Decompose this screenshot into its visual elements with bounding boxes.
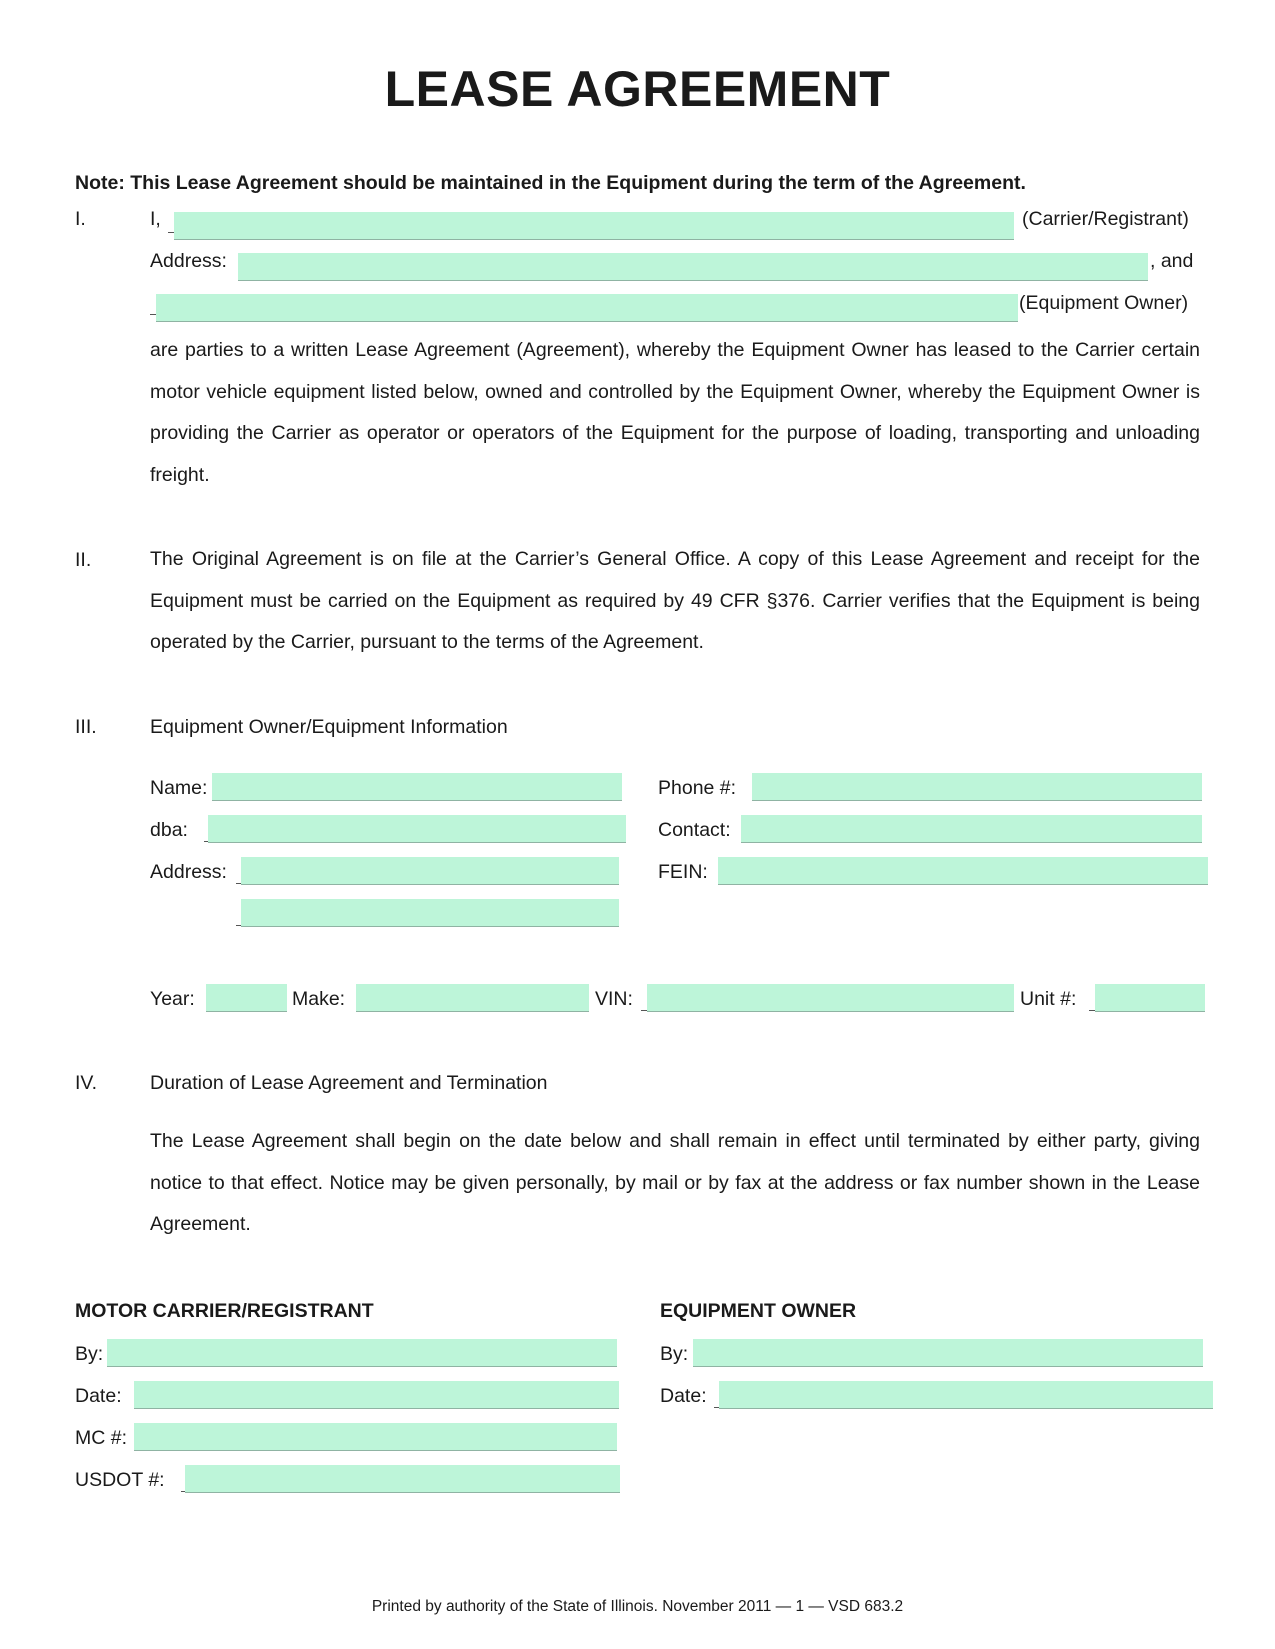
carrier-address-label: Address: [150,250,227,272]
unit-label: Unit #: [1020,988,1077,1010]
carrier-address-field[interactable] [238,253,1148,281]
section-4-paragraph: The Lease Agreement shall begin on the date below and shall remain in effect until terminated by either party, giving notice to that effect. Notice may be given personally, by mail or by fax at the address or fax number shown in the Lease Agreement. [150,1130,1200,1236]
section-4-heading: Duration of Lease Agreement and Termination [150,1072,548,1094]
carrier-by-field[interactable] [107,1339,617,1367]
carrier-date-field[interactable] [134,1381,619,1409]
owner-date-field[interactable] [719,1381,1213,1409]
carrier-date-label: Date: [75,1385,122,1407]
footer-text: Printed by authority of the State of Illinois. November 2011 — 1 — VSD 683.2 [371,1598,904,1615]
section-3-number: III. [75,716,97,738]
usdot-number-label: USDOT #: [75,1469,165,1491]
year-label: Year: [150,988,195,1010]
section-4-number: IV. [75,1072,98,1094]
contact-field[interactable] [741,815,1202,843]
carrier-signature-heading: MOTOR CARRIER/REGISTRANT [75,1300,374,1322]
section-3-heading: Equipment Owner/Equipment Information [150,716,508,738]
dba-label: dba: [150,819,188,841]
owner-date-label: Date: [660,1385,707,1407]
and-text: , and [1150,250,1194,272]
vin-field[interactable] [647,984,1014,1012]
carrier-registrant-name-field[interactable] [174,212,1014,240]
section-1-paragraph: are parties to a written Lease Agreement (Agreement), whereby the Equipment Owner has leased to the Carrier certain motor vehicle equipment listed below, owned and controlled by the Equipment Owner, whereby the Equipment Owner is providing the Carrier as operator or operators of the Equipment for the purpose of loading, transporting and unloading freight. [150,339,1200,487]
equipment-owner-name-field[interactable] [156,294,1018,322]
vin-label: VIN: [595,988,633,1010]
owner-by-label: By: [660,1343,689,1365]
dba-field[interactable] [208,815,626,843]
owner-name-field[interactable] [212,773,622,801]
note-text: Note: This Lease Agreement should be maintained in the Equipment during the term of the Agreement. [75,172,1026,194]
fein-label: FEIN: [658,861,708,883]
phone-field[interactable] [752,773,1202,801]
section-2-paragraph: The Original Agreement is on file at the Carrier’s General Office. A copy of this Lease Agreement and receipt for the Equipment must be carried on the Equipment as required by 49 CFR §376. Carrier verifies that the Equipment is being operated by the Carrier, pursuant to the terms of the Agreement. [150,548,1200,654]
owner-name-label: Name: [150,777,208,799]
owner-by-field[interactable] [693,1339,1203,1367]
carrier-by-label: By: [75,1343,104,1365]
owner-signature-heading: EQUIPMENT OWNER [660,1300,857,1322]
make-label: Make: [292,988,346,1010]
phone-label: Phone #: [658,777,737,799]
section-2-number: II. [75,549,92,571]
carrier-registrant-suffix: (Carrier/Registrant) [1022,208,1189,230]
contact-label: Contact: [658,819,731,841]
mc-number-field[interactable] [134,1423,617,1451]
make-field[interactable] [356,984,589,1012]
owner-address-label: Address: [150,861,227,883]
year-field[interactable] [206,984,287,1012]
equipment-owner-suffix: (Equipment Owner) [1019,292,1189,314]
document-title: LEASE AGREEMENT [384,61,891,117]
unit-field[interactable] [1095,984,1205,1012]
section-1-number: I. [75,208,86,230]
mc-number-label: MC #: [75,1427,128,1449]
owner-address-line-1-field[interactable] [241,857,619,885]
i-label: I, [150,208,161,230]
owner-address-line-2-field[interactable] [241,899,619,927]
usdot-number-field[interactable] [185,1465,620,1493]
fein-field[interactable] [718,857,1208,885]
